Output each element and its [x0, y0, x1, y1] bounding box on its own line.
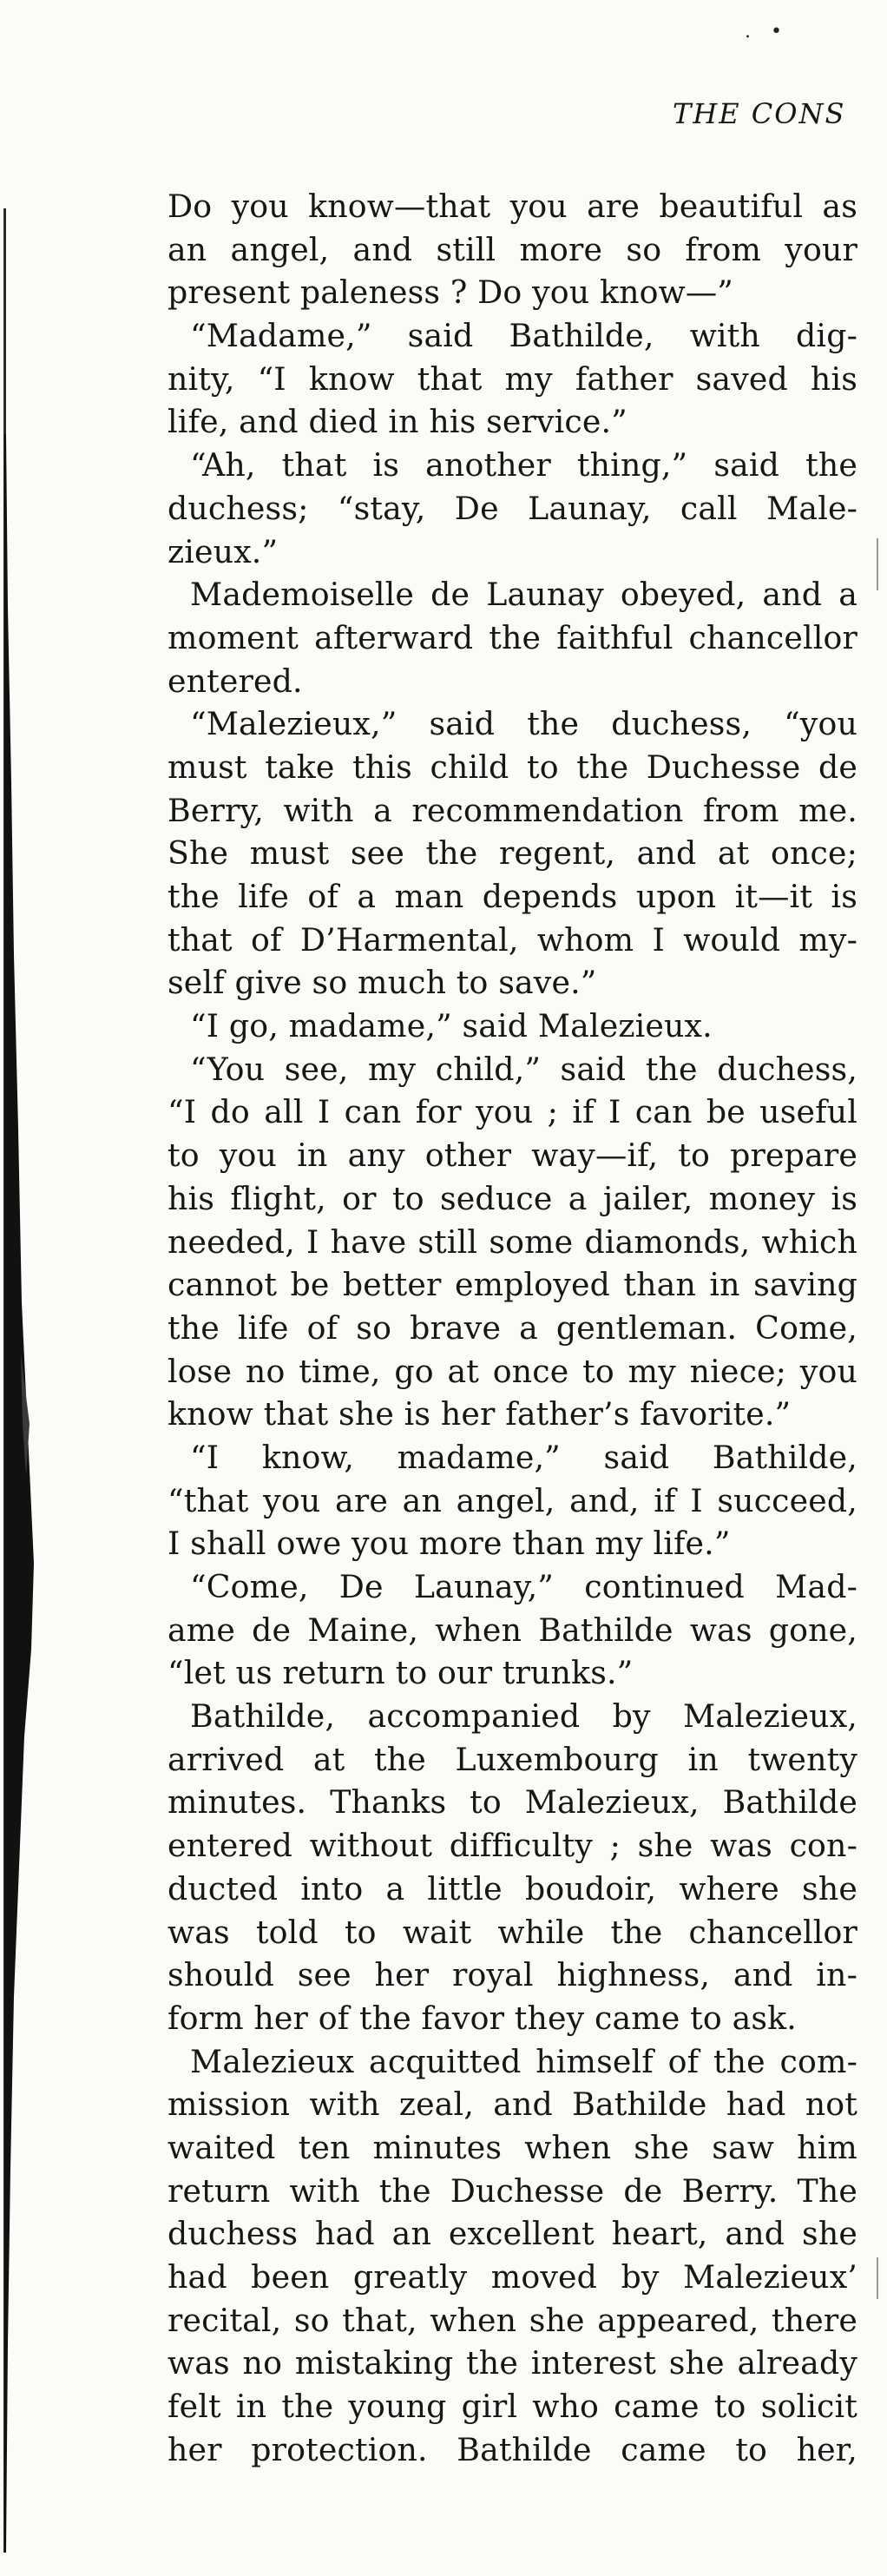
text-line: to you in any other way—if, to prepare [168, 1136, 857, 1175]
text-line: must take this child to the Duchesse de [168, 748, 857, 786]
text-line: nity, “I know that my father saved his [168, 359, 857, 398]
text-line: know that she is her father’s favorite.” [168, 1395, 792, 1433]
text-line: Mademoiselle de Launay obeyed, and a [190, 576, 857, 614]
text-line: felt in the young girl who came to solicit [168, 2388, 857, 2426]
text-line: “You see, my child,” said the duchess, [190, 1050, 857, 1088]
text-line: ame de Maine, when Bathilde was gone, [168, 1611, 857, 1649]
text-line: should see her royal highness, and in- [168, 1956, 857, 1994]
page-edge-mark [877, 538, 878, 590]
binding-gutter-shadow [0, 0, 52, 2576]
text-line: “Malezieux,” said the duchess, “you [190, 705, 857, 743]
text-line: entered. [168, 662, 303, 700]
text-line: “Madame,” said Bathilde, with dig- [190, 317, 857, 355]
text-line: that of D’Harmental, whom I would my- [168, 920, 857, 959]
scan-marks: . • [745, 21, 789, 43]
text-line: her protection. Bathilde came to her, [168, 2430, 857, 2468]
text-line: “Come, De Launay,” continued Mad- [190, 1568, 857, 1605]
text-line: lose no time, go at once to my niece; you [168, 1352, 857, 1390]
text-line: was told to wait while the chancellor [168, 1913, 857, 1951]
text-line: “let us return to our trunks.” [168, 1654, 634, 1692]
text-line: “I know, madame,” said Bathilde, [190, 1438, 857, 1476]
text-line: minutes. Thanks to Malezieux, Bathilde [168, 1783, 857, 1822]
text-line: self give so much to save.” [168, 964, 597, 1002]
text-line: an angel, and still more so from your [168, 230, 857, 268]
body-text [168, 185, 857, 2471]
text-line: She must see the regent, and at once; [168, 834, 857, 873]
text-line: form her of the favor they came to ask. [168, 1999, 797, 2037]
text-line: Berry, with a recommendation from me. [168, 791, 857, 829]
text-line: moment afterward the faithful chancellor [168, 618, 857, 656]
text-line: waited ten minutes when she saw him [168, 2128, 857, 2166]
text-line: was no mistaking the interest she already [168, 2344, 857, 2382]
text-line: “I go, madame,” said Malezieux. [190, 1007, 713, 1045]
text-line: Do you know—that you are beautiful as [168, 188, 857, 225]
text-line: the life of a man depends upon it—it is [168, 878, 857, 915]
text-line: “I do all I can for you ; if I can be useful [168, 1093, 857, 1131]
text-line: I shall owe you more than my life.” [168, 1525, 731, 1563]
text-line: zieux.” [168, 532, 279, 570]
text-line: return with the Duchesse de Berry. The [168, 2171, 857, 2210]
page-edge-mark [877, 2257, 878, 2299]
text-line: duchess had an excellent heart, and she [168, 2215, 857, 2253]
text-line: ducted into a little boudoir, where she [168, 1869, 857, 1907]
text-line: Bathilde, accompanied by Malezieux, [190, 1697, 857, 1736]
text-line: recital, so that, when she appeared, there [168, 2301, 857, 2339]
text-line: “Ah, that is another thing,” said the [190, 446, 857, 484]
text-line: “that you are an angel, and, if I succeed, [168, 1481, 857, 1519]
text-line: needed, I have still some diamonds, which [168, 1222, 857, 1261]
text-line: present paleness ? Do you know—” [168, 273, 733, 312]
running-head: THE CONS [673, 97, 846, 130]
text-line: arrived at the Luxembourg in twenty [168, 1740, 857, 1778]
text-line: mission with zeal, and Bathilde had not [168, 2085, 857, 2124]
text-line: the life of so brave a gentleman. Come, [168, 1308, 857, 1347]
text-line: duchess; “stay, De Launay, call Male- [168, 489, 857, 527]
text-line: his flight, or to seduce a jailer, money is [168, 1179, 857, 1217]
text-line: life, and died in his service.” [168, 403, 627, 441]
text-line: entered without difficulty ; she was con- [168, 1827, 857, 1865]
text-line: had been greatly moved by Malezieux’ [168, 2258, 857, 2296]
text-line: Malezieux acquitted himself of the com- [190, 2042, 857, 2080]
text-line: cannot be better employed than in saving [168, 1266, 857, 1304]
